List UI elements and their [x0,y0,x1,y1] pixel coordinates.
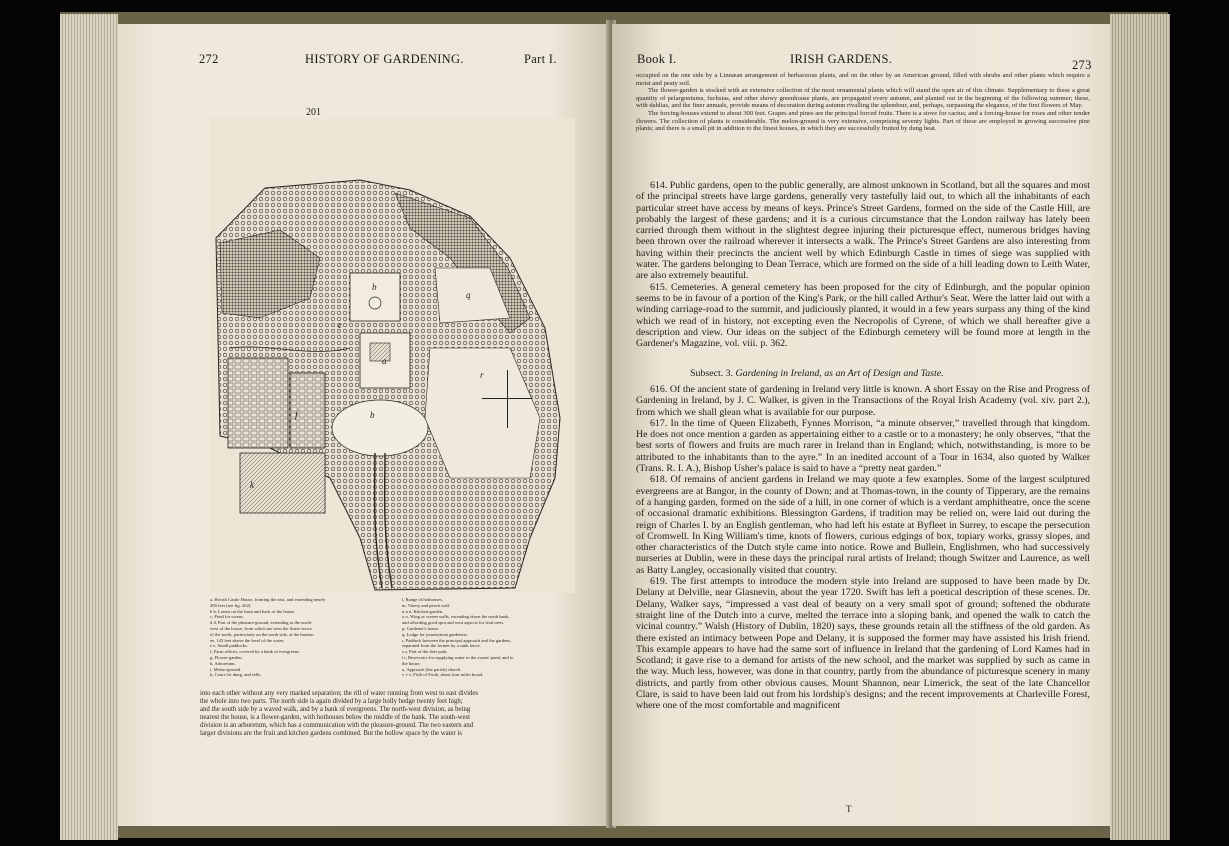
left-page-number: 272 [199,52,219,66]
legend-line: a, Howth Castle House, fronting the east, and extending nearly [210,597,326,602]
paragraph: 615. Cemeteries. A general cemetery has been proposed for the city of Edinburgh, and the popular opinion seems to be in favour of a portion of the King's Park, or the hill called Arthur's Seat. Were the latter laid out with a winding carriage-road to the summit, and judiciously planted, it would in a few years surpass any thing of the kind which we read of in history, not excepting even the Necropolis of Cyrene, of which we shall hereafter give a description and view. Our ideas on the subject of the Edinburgh cemetery will be found more at length in the Gardener's Magazine, vol. viii. p. 362. [636,281,1090,350]
legend-line: i, Melon-ground. [210,666,242,672]
signature-mark: T [846,804,852,814]
text-line: the whole into two parts. The north side is again divided by a large holly hedge twenty feet high; [200,698,463,705]
text-line: into each other without any very marked separation; the rill of water running from west to east divides [200,690,479,697]
page-edges-right [1110,14,1170,840]
plan-legend-right [402,597,513,678]
right-small-text [636,72,1090,133]
paragraph: 617. In the time of Queen Elizabeth, Fynnes Morrison, “a minute observer,” travelled through that kingdom. He does not once mention a garden as appertaining either to a castle or to a monastery; he only observes, “that the best sorts of flowers and fruits are much rarer in Ireland than in England; which, notwithstanding, is more to be attributed to the inhabitants than to the ayre.” In an inedited account of a Tour in 1634, also quoted by Walker (Trans. R. I. A.), Bishop Usher's palace is said to have a “pretty neat garden.” [636,417,1090,475]
small-paragraph: The flower-garden is stocked with an extensive collection of the most ornamental plants which will stand the open air of this climate. Supplementary to these a great quantity of pelargoniums, fuchsias, and other showy greenhouse plants, are propagated every autumn, and planted out in the beginning of the following summer; these, with dahlias, and the finer annuals, provide means of decoration during autumn rivalling the splendour, and, perhaps, surpassing the elegance, of the first flowers of May. [636,87,1090,110]
legend-line: and affording good spot and west aspects for fruit trees. [402,620,505,626]
registration-mark-vertical [507,370,508,428]
paragraph: 618. Of remains of ancient gardens in Ireland we may quote a few examples. Some of the largest sculptured evergreens are at Bangor, in the county of Down; and at Thomas-town, in the county of Tipperary, are the remains of a hanging garden, formed on the side of a hill, in one corner of which is a verdant amphitheatre, once the scene of occasional dramatic exhibitions. Blessington Gardens, if tradition may be relied on, were laid out during the reign of Charles I. by an English gentleman, who had left his estate at Byfleet in Surrey, to escape the persecution of Cromwell. In King William's time, knots of flowers, curious edgings of box, topiary works, grassy slopes, and other characteristics of the Dutch style came into notice. Rowe and Bullein, Englishmen, who had successively nurseries at Dublin, were in these days the principal rural artists of Ireland; though Switzer and Laurence, as well as Batty Langley, occasionally visited that country. [636,474,1090,576]
page-edges-left [60,14,118,840]
svg-text:k: k [250,480,254,490]
svg-text:r: r [480,370,484,380]
right-main-text-1 [636,180,1090,349]
legend-line: d d, Part of the pleasure-ground, extending to the north- [210,620,313,626]
subsection-heading [690,368,944,379]
svg-text:b: b [370,410,375,420]
legend-line: m, Vinery and peach wall. [402,602,451,608]
plan-legend-left [210,597,325,678]
legend-line: n n n, Kitchen-garden. [402,608,444,614]
svg-text:q: q [466,290,471,300]
svg-text:c: c [338,320,342,330]
right-main-text-2 [636,384,1090,712]
right-running-title: IRISH GARDENS. [790,52,893,66]
legend-line: c, Pond for swans. [210,614,244,620]
right-page-number: 273 [1072,58,1092,72]
legend-line: s s, Part of the deer park. [402,649,448,655]
legend-line: g, Flower-garden. [210,654,243,660]
paragraph: 616. Of the ancient state of gardening in Ireland very little is known. A short Essay on the Rise and Progress of Gardening in Ireland, by J. C. Walker, is given in the Transactions of the Royal Irish Academy (vol. xiv. part 2.), from which we shall glean what is available for our purpose. [636,384,1090,418]
legend-line: 200 feet (see fig. 202). [210,602,252,608]
left-bottom-text [200,690,580,738]
legend-line: l, Range of hothouses. [402,597,443,602]
small-paragraph: The forcing-houses extend to about 300 feet. Grapes and pines are the principal forced fruits. There is a stove for cactus; and a forcing-house for roses and other tender flowers. The collection of plants is considerable. The melon-ground is very extensive, comprising seventy lights. Part of these are employed in growing successive pine plants; and there is a small pit in addition to the finest houses, in which they are successfully fruited by dung heat. [636,109,1090,133]
small-paragraph: occupied on the one side by a Linnæan arrangement of herbaceous plants, and on the other by an American ground, filled with shrubs and other plants which require a moist and peaty soil. [636,72,1090,87]
text-line: nearest the house, is a flower-garden, with hothouses below the middle of the bank. The south-west [200,714,471,721]
left-running-title: HISTORY OF GARDENING. [305,52,464,66]
legend-line: f, Farm offices, covered by a bank of evergreens. [210,649,301,655]
text-line: larger divisions are the fruit and kitchen gardens combined. But the hollow space by the water is [200,730,463,737]
legend-line: b b, Lawns on the front and back of the house. [210,608,296,614]
legend-line: of the north, particularly on the north side, at the bastion [210,631,314,637]
subsection-label: Subsect. 3. [690,368,734,379]
legend-line: e e, Small paddocks. [210,643,248,649]
subsection-title: Gardening in Ireland, as an Art of Design and Taste. [735,368,944,379]
legend-line: h, Arboretum. [210,660,236,666]
left-part-label: Part I. [524,52,557,66]
legend-line: r, Paddock between the principal approach and the gardens, [402,637,512,643]
legend-line: ee, 143 feet above the level of the water. [210,637,285,643]
right-part-label: Book I. [637,52,677,66]
paragraph: 614. Public gardens, open to the public generally, are almost unknown in Scotland, but all the squares and most of the principal streets have large gardens, generally very tastefully laid out, to which all the inhabitants of each particular street have access by means of keys. Prince's Street Gardens, formed on the side of the Castle Hill, are probably the largest of these gardens; and it is a curious circumstance that the London railway has lately been carried through them without in the slightest degree injuring their picturesque effect, numerous bridges having been thrown over the railroad wherever it intersects a walk. The Prince's Street Gardens are also interesting from having within their precincts the ancient well by which Edinburgh Castle in times of siege was supplied with water. The gardens belonging to Dean Terrace, which are formed on the side of a hill leading down to Leith Water, are also extremely beautiful. [636,180,1090,282]
garden-plan-engraving [210,118,575,593]
paragraph: 619. The first attempts to introduce the modern style into Ireland are supposed to have been made by Dr. Delany at Delville, near Glasnevin, about the year 1720. Swift has left a poetical description of these scenes. Dr. Delany, Walker says, “impressed a vast deal of beauty on a very small spot of ground; softened the obdurate straight line of the Dutch into a curve, melted the terrace into a sloping bank, and opened the walk to catch the vicinal country.” Walsh (History of Dublin, 1820) says, these grounds retain all the stiffness of the old garden. As there existed an intimacy between Pope and Delany, it is supposed the former may have assisted his Irish friend. This example appears to have had the same sort of influence in Ireland that the gardening of Lord Kames had in Scotland; it gave rise to a demand for artists of the new school, and the market was supplied by such as came in the way. Much less, however, was done in that country, partly from the abundance of picturesque scenery in many districts, and partly from other obvious causes. Mount Shannon, near Limerick, the seat of the late Chancellor Clare, is said to have been laid out from his lordship's designs; and the recent improvements at Charleville Forest, where one of the most comfortable and magnificent [636,576,1090,712]
legend-line: q, Lodge for journeyman gardeners. [402,631,469,637]
legend-line: the house. [402,660,421,666]
legend-line: k, Court for dung, and sells. [210,672,262,678]
svg-text:a: a [382,356,387,366]
legend-line: p, Gardener's house. [402,625,440,631]
legend-line: v v v, Frith of Forth, about four miles broad. [402,672,484,678]
text-line: and the south side by a waved walk, and by a bank of evergreens. The north-west division, as being [200,706,471,713]
legend-line: t t, Reservoirs for supplying water to the swans' pond, and to [402,654,514,660]
legend-line: separated from the former by a sunk fence. [402,643,481,649]
svg-text:f: f [295,410,298,420]
text-line: division is an arboretum, which has a communication with the pleasure-ground. The two eastern and [200,722,474,729]
legend-line: o o, Wing or screen walls, extending down the north bank, [402,614,510,620]
svg-text:b: b [372,282,377,292]
figure-number: 201 [306,107,321,118]
legend-line: u, Approach (the parish) church. [402,666,462,672]
legend-line: west of the house, from which are seen the finest views [210,625,312,631]
